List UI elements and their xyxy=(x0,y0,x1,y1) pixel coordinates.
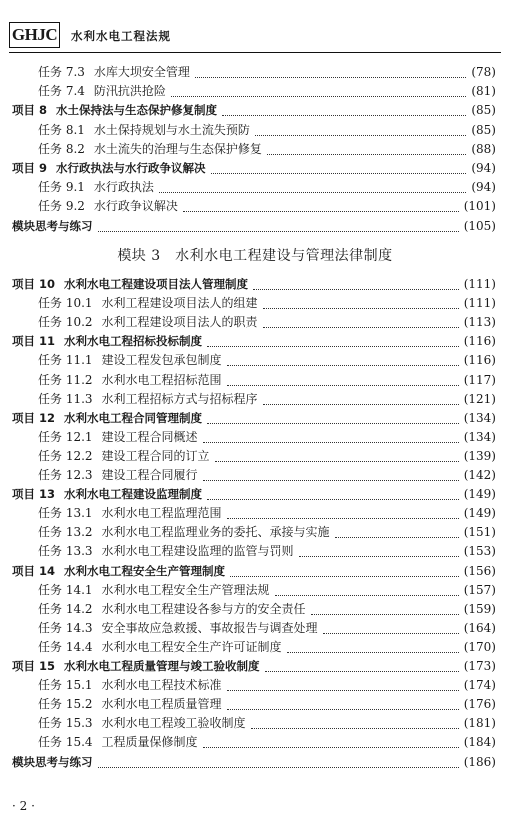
toc-entry-page: (151) xyxy=(461,523,496,542)
toc-entry-number: 任务 12.3 xyxy=(38,468,93,482)
toc-entry-label xyxy=(38,676,225,695)
toc-entry-label xyxy=(12,275,251,294)
toc-entry-label xyxy=(38,351,225,370)
toc-entry-summary xyxy=(0,753,510,772)
toc-entry-page: (173) xyxy=(461,657,496,676)
toc-entry-title: 建设工程合同概述 xyxy=(101,429,198,444)
dot-leader xyxy=(265,652,459,672)
dot-leader xyxy=(267,135,466,155)
toc-entry-title: 水土保持规划与水土流失预防 xyxy=(93,122,250,137)
toc-entry-title: 水利水电工程竣工验收制度 xyxy=(101,716,246,731)
toc-entry-number: 任务 12.1 xyxy=(38,429,93,444)
toc-entry-title: 水库大坝安全管理 xyxy=(93,65,190,79)
toc-entry-page: (164) xyxy=(461,619,496,638)
toc-entry-number: 项目 10 xyxy=(12,277,56,291)
dot-leader xyxy=(299,537,459,557)
toc-entry-title: 建设工程合同的订立 xyxy=(101,448,210,463)
dot-leader xyxy=(323,614,459,634)
toc-entry-number: 项目 14 xyxy=(12,563,56,578)
dot-leader xyxy=(159,173,466,193)
toc-entry-label xyxy=(38,695,225,714)
toc-entry-label xyxy=(38,447,213,466)
toc-entry-page: (101) xyxy=(461,197,496,216)
dot-leader xyxy=(287,633,459,653)
toc-entry-label xyxy=(12,753,96,772)
toc-entry-label xyxy=(12,332,205,351)
toc-entry-title: 水利水电工程安全生产管理法规 xyxy=(101,582,270,597)
toc-entry-label xyxy=(38,504,225,523)
dot-leader xyxy=(275,576,459,596)
toc-entry-number: 任务 15.4 xyxy=(38,735,93,750)
toc-entry-page: (134) xyxy=(461,428,496,447)
toc-entry-page: (134) xyxy=(461,409,496,428)
dot-leader xyxy=(207,480,459,500)
toc-entry-title: 水利水电工程技术标准 xyxy=(101,678,222,693)
toc-entry-page: (156) xyxy=(461,562,496,581)
toc-entry-label xyxy=(12,485,205,504)
dot-leader xyxy=(227,690,459,710)
toc-entry-number: 任务 14.4 xyxy=(38,639,93,654)
toc-entry-title: 水利水电工程质量管理与竣工验收制度 xyxy=(64,659,260,673)
dot-leader xyxy=(227,671,459,691)
toc-entry-page: (174) xyxy=(461,676,496,695)
toc-entry-page: (157) xyxy=(461,581,496,600)
toc-entry-page: (159) xyxy=(461,600,496,619)
publisher-logo: GHJC xyxy=(9,22,60,48)
header-rule xyxy=(9,52,501,53)
toc-entry-number: 任务 11.2 xyxy=(38,372,93,387)
toc-entry-title: 建设工程发包承包制度 xyxy=(101,353,222,368)
dot-leader xyxy=(203,728,459,748)
dot-leader xyxy=(253,270,459,290)
dot-leader xyxy=(227,499,459,519)
toc-entry-page: (113) xyxy=(461,313,496,332)
toc-entry-page: (117) xyxy=(461,371,496,390)
toc-entry-title: 水利工程建设项目法人的组建 xyxy=(101,296,258,311)
dot-leader xyxy=(171,77,466,97)
toc-entry-title: 水土保持法与生态保护修复制度 xyxy=(56,103,218,118)
toc-entry-number: 项目 9 xyxy=(12,161,48,175)
dot-leader xyxy=(335,518,459,538)
toc-entry-title: 水利水电工程安全生产许可证制度 xyxy=(101,639,282,654)
dot-leader xyxy=(227,346,459,366)
toc-entry-label xyxy=(38,371,225,390)
toc-entry-number: 任务 10.2 xyxy=(38,315,93,330)
dot-leader xyxy=(222,96,466,116)
toc-entry-title: 水利水电工程建设各参与方的安全责任 xyxy=(101,601,306,616)
toc-entry-number: 项目 12 xyxy=(12,410,56,425)
toc-entry-number: 项目 13 xyxy=(12,487,56,502)
module-title: 模块 3 水利水电工程建设与管理法律制度 xyxy=(117,248,393,264)
toc-entry-page: (153) xyxy=(461,542,496,561)
toc-entry-label xyxy=(38,638,285,657)
toc-entry-number: 任务 14.2 xyxy=(38,601,93,616)
toc-entry-page: (105) xyxy=(461,217,496,236)
toc-entry-number: 任务 11.3 xyxy=(38,391,93,406)
toc-entry-title: 水利工程建设项目法人的职责 xyxy=(101,315,258,330)
toc-entry-number: 任务 15.1 xyxy=(38,678,93,693)
toc-entry-page: (111) xyxy=(461,294,496,313)
toc-entry-page: (149) xyxy=(461,504,496,523)
toc-entry-number: 任务 10.1 xyxy=(38,296,93,311)
toc-entry-label xyxy=(12,562,228,581)
toc-entry-number: 任务 12.2 xyxy=(38,448,93,463)
toc-entry-label xyxy=(12,217,96,236)
toc-entry-page: (170) xyxy=(461,638,496,657)
dot-leader xyxy=(183,192,459,212)
toc-entry-page: (116) xyxy=(461,332,496,351)
toc-entry-label xyxy=(38,619,321,638)
toc-entry-label xyxy=(38,523,333,542)
toc-entry-label xyxy=(38,581,273,600)
toc-entry-page: (85) xyxy=(468,101,496,120)
toc-entry-title: 水利水电工程建设监理制度 xyxy=(64,487,203,502)
toc-entry-number: 任务 15.2 xyxy=(38,697,93,712)
toc-entry-title: 水利水电工程合同管理制度 xyxy=(64,410,203,425)
toc-entry-page: (121) xyxy=(461,390,496,409)
toc-entry-label xyxy=(38,121,253,140)
toc-entry-title: 安全事故应急救援、事故报告与调查处理 xyxy=(101,620,318,635)
toc-entry-page: (116) xyxy=(461,351,496,370)
toc-entry-label xyxy=(12,657,263,676)
toc-entry-title: 水行政执法与水行政争议解决 xyxy=(56,161,206,175)
book-title: 水利水电工程法规 xyxy=(71,29,171,43)
toc-entry-number: 任务 14.1 xyxy=(38,582,93,597)
toc-entry-label xyxy=(12,101,220,120)
toc-entry-page: (149) xyxy=(461,485,496,504)
toc-entry-page: (111) xyxy=(461,275,496,294)
toc-entry-title: 水行政执法 xyxy=(93,180,154,195)
dot-leader xyxy=(251,709,459,729)
toc-entry-label xyxy=(38,466,201,485)
toc-entry-number: 任务 8.2 xyxy=(38,141,85,156)
dot-leader xyxy=(227,366,459,386)
page-number: · 2 · xyxy=(12,799,35,813)
toc-entry-number: 模块思考与练习 xyxy=(12,218,93,233)
toc-entry-page: (78) xyxy=(468,63,496,82)
dot-leader xyxy=(98,212,459,232)
toc-entry-label xyxy=(38,294,261,313)
dot-leader xyxy=(203,423,459,443)
toc-entry-number: 任务 8.1 xyxy=(38,122,85,137)
toc-entry-title: 水土流失的治理与生态保护修复 xyxy=(93,141,262,156)
toc-entry-title: 水利水电工程招标投标制度 xyxy=(64,334,203,349)
toc-entry-title: 工程质量保修制度 xyxy=(101,735,198,750)
toc-entry-label xyxy=(38,428,201,447)
toc-entry-title: 水利水电工程监理范围 xyxy=(101,506,222,521)
toc-entry-number: 任务 11.1 xyxy=(38,353,93,368)
dot-leader xyxy=(215,442,459,462)
dot-leader xyxy=(263,308,459,328)
toc-entry-page: (94) xyxy=(468,159,496,178)
toc-entry-title: 水利水电工程招标范围 xyxy=(101,372,222,387)
toc-entry-page: (94) xyxy=(468,178,496,197)
dot-leader xyxy=(211,154,467,174)
toc-entry-label xyxy=(12,409,205,428)
toc-entry-page: (142) xyxy=(461,466,496,485)
toc-entry-page: (184) xyxy=(461,733,496,752)
toc-entry-number: 任务 9.1 xyxy=(38,180,85,195)
dot-leader xyxy=(230,557,459,577)
toc-entry-number: 任务 7.3 xyxy=(38,65,85,79)
running-header xyxy=(9,22,501,52)
toc-entry-number: 任务 13.3 xyxy=(38,544,93,559)
toc-entry-number: 任务 13.1 xyxy=(38,506,93,521)
toc-entry-number: 任务 14.3 xyxy=(38,620,93,635)
dot-leader xyxy=(207,404,459,424)
toc-entry-number: 项目 11 xyxy=(12,334,56,349)
toc-entry-summary xyxy=(0,217,510,236)
toc-entry-page: (176) xyxy=(461,695,496,714)
toc-entry-label xyxy=(38,178,157,197)
dot-leader xyxy=(207,327,459,347)
toc-entry-title: 水利水电工程安全生产管理制度 xyxy=(64,563,226,578)
dot-leader xyxy=(255,116,466,136)
dot-leader xyxy=(98,748,459,768)
toc-entry-title: 水利水电工程建设监理的监管与罚则 xyxy=(101,544,294,559)
toc-entry-number: 任务 9.2 xyxy=(38,199,85,214)
toc-entry-page: (186) xyxy=(461,753,496,772)
toc-entry-number: 任务 7.4 xyxy=(38,84,85,99)
toc-entry-number: 任务 15.3 xyxy=(38,716,93,731)
toc-entry-page: (88) xyxy=(468,140,496,159)
toc-entry-title: 水利工程招标方式与招标程序 xyxy=(101,391,258,406)
toc-entry-title: 水利水电工程监理业务的委托、承接与实施 xyxy=(101,525,330,540)
toc-entry-title: 建设工程合同履行 xyxy=(101,468,198,482)
toc-entry-number: 项目 15 xyxy=(12,659,56,673)
toc-entry-title: 水利水电工程建设项目法人管理制度 xyxy=(64,277,249,291)
toc-entry-title: 水利水电工程质量管理 xyxy=(101,697,222,712)
dot-leader xyxy=(195,58,466,78)
dot-leader xyxy=(263,385,459,405)
dot-leader xyxy=(311,595,459,615)
toc-entry-title: 水行政争议解决 xyxy=(93,199,178,214)
toc-entry-page: (139) xyxy=(461,447,496,466)
toc-entry-page: (85) xyxy=(468,121,496,140)
dot-leader xyxy=(203,461,459,481)
toc-entry-label xyxy=(38,82,169,101)
toc-entry-title: 防汛抗洪抢险 xyxy=(93,84,166,99)
dot-leader xyxy=(263,289,459,309)
toc-entry-number: 模块思考与练习 xyxy=(12,754,93,769)
toc-entry-page: (81) xyxy=(468,82,496,101)
toc-entry-number: 项目 8 xyxy=(12,103,48,118)
toc-entry-number: 任务 13.2 xyxy=(38,525,93,540)
toc-entry-page: (181) xyxy=(461,714,496,733)
toc-entry-label xyxy=(38,600,309,619)
toc-entry-label xyxy=(38,63,193,82)
